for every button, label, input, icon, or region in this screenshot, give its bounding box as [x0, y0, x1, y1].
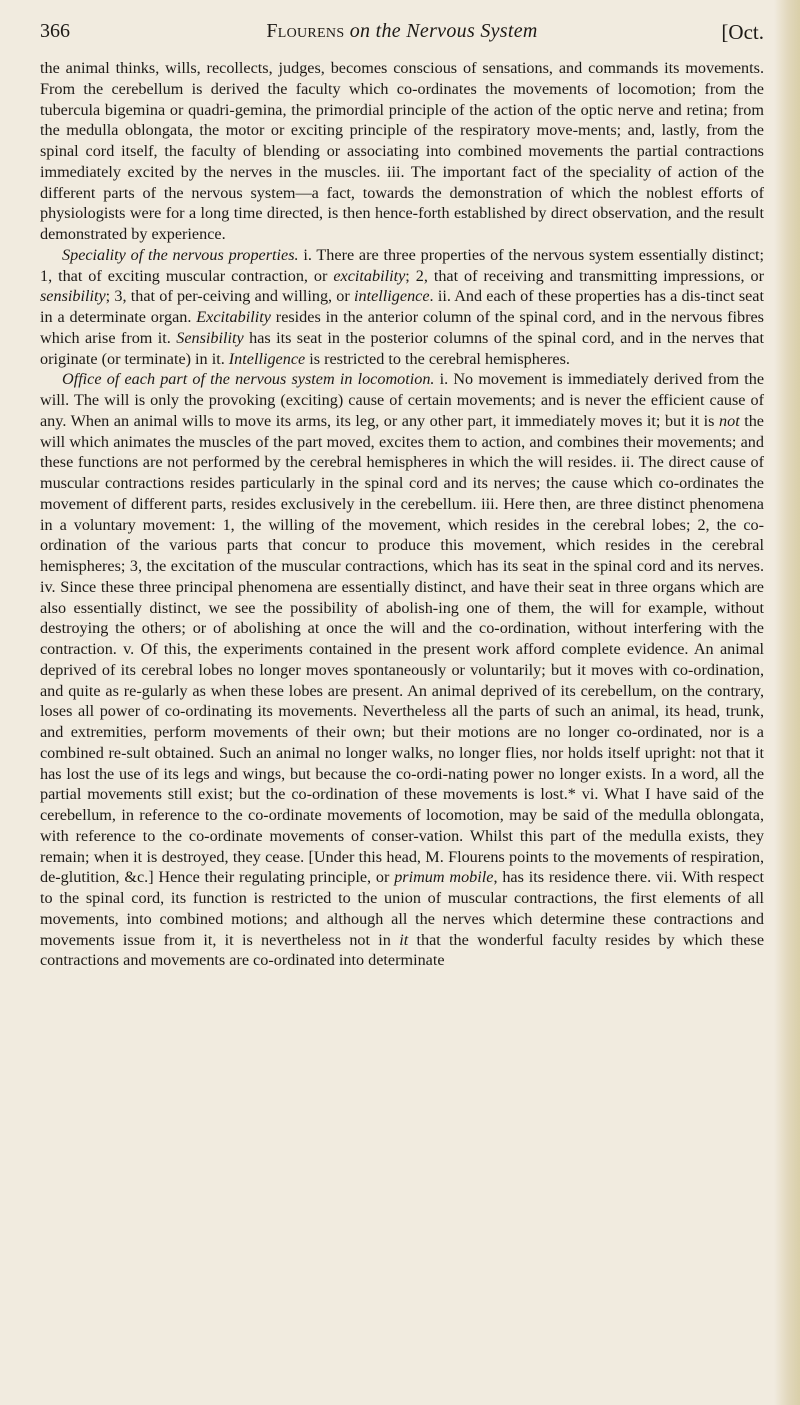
text-run: has its seat in the posterior columns of the spinal cord, and in the nerves that originate (or terminate) in it. [40, 328, 764, 368]
text-run: ; 2, that of receiving and transmitting impressions, or [405, 266, 764, 285]
italic-run: primum mobile [394, 868, 494, 887]
running-title [40, 20, 764, 43]
running-title-author: Flourens [266, 20, 345, 42]
text-run: resides in the anterior column of the spinal cord, and in the nervous fibres which arise from it. [40, 308, 764, 347]
text-run: i. There are three properties of the nervous system essentially distinct; 1, that of exciting muscular contraction, or [40, 245, 765, 285]
running-date: [Oct. [721, 20, 764, 44]
italic-run: Sensibility [176, 328, 244, 347]
running-title-subject: on the Nervous System [349, 20, 538, 42]
italic-run: Intelligence [228, 349, 306, 368]
running-header [40, 18, 764, 58]
page-edge-shadow [774, 0, 800, 1405]
italic-run: excitability [333, 266, 406, 285]
text-run: . ii. And each of these properties has a dis-tinct seat in a determinate organ. [40, 287, 764, 326]
text-run: that the wonderful faculty resides by which these contractions and movements are co-ordinated into determinate [40, 930, 764, 970]
text-run: ; 3, that of per-ceiving and willing, or [105, 287, 355, 306]
italic-run: Speciality of the nervous properties. [62, 245, 299, 264]
text-run: the animal thinks, wills, recollects, judges, becomes conscious of sensations, and commands its movements. From the cerebellum is derived the faculty which co-ordinates the movements of locomotion; from the tubercula bigemina or quadri-gemina, the primordial principle of the action of the optic nerve and retina; from the medulla oblongata, the motor or exciting principle of the respiratory move-ments; and, lastly, from the spinal cord itself, the faculty of blending or associating into combined movements the partial contractions immediately excited by the nerves in the muscles. iii. The important fact of the speciality of action of the different parts of the nervous system—a fact, towards the demonstration of which the noblest efforts of physiologists were for a long time directed, is then hence-forth established by direct observation, and the result demonstrated by experience. [40, 59, 764, 243]
italic-run: not [719, 411, 740, 430]
text-run: i. No movement is immediately derived from the will. The will is only the provoking (exciting) cause of certain movements; and is never the efficient cause of any. When an animal wills to move its arms, its leg, or any other part, it immediately moves it; but it is [40, 370, 765, 430]
italic-run: Office of each part of the nervous system in locomotion. [62, 370, 435, 389]
text-run: , has its residence there. vii. With respect to the spinal cord, its function is restricted to the union of muscular contractions, the first elements of all movements, into combined motions; and although all the nerves which determine these contractions and movements issue from it, it is nevertheless not in [40, 868, 764, 949]
article-body [40, 58, 764, 971]
italic-run: sensibility [40, 287, 106, 306]
italic-run: Excitability [196, 308, 271, 326]
text-run: is restricted to the cerebral hemispheres. [305, 349, 570, 368]
page-number: 366 [40, 20, 70, 42]
text-run: the will which animates the muscles of the part moved, excites them to action, and combines their movements; and these functions are not performed by the cerebral hemispheres in which the will resides. ii. The direct cause of muscular contractions resides particularly in the spinal cord and its nerves; the cause which co-ordinates the movement of different parts, resides exclusively in the cerebellum. iii. Here then, are three distinct phenomena in a voluntary movement: 1, the willing of the movement, which resides in the cerebral lobes; 2, the co-ordination of the various parts that concur to produce this movement, which resides in the cerebral hemispheres; 3, the excitation of the muscular contractions, which has its seat in the spinal cord and its nerves. iv. Since these three principal phenomena are essentially distinct, and have their seat in three organs which are also essentially distinct, we see the possibility of abolish-ing one of them, the will for example, without destroying the others; or of abolishing at once the will and the co-ordination, without interfering with the contraction. v. Of this, the experiments contained in the present work afford complete evidence. An animal deprived of its cerebral lobes no longer moves spontaneously or voluntarily; but it moves with co-ordination, and quite as re-gularly as when these lobes are present. An animal deprived of its cerebellum, on the contrary, loses all power of co-ordinating its movements. Nevertheless all the parts of such an animal, its head, trunk, and extremities, perform movements of their own; but their motions are no longer co-ordinated, nor is a combined re-sult obtained. Such an animal no longer walks, no longer flies, nor holds itself upright: not that it has lost the use of its legs and wings, but because the co-ordi-nating power no longer exists. In a word, all the partial movements still exist; but the co-ordination of these movements is lost.* vi. What I have said of the cerebellum, in reference to the co-ordinate movements of locomotion, may be said of the medulla oblongata, with reference to the co-ordinate movements of conser-vation. Whilst this part of the medulla exists, they remain; when it is destroyed, they cease. [Under this head, M. Flourens points to the movements of respiration, de-glutition, &c.] Hence their regulating principle, or [40, 411, 764, 887]
italic-run: it [399, 930, 409, 949]
paragraph-p3 [40, 369, 764, 971]
page [40, 18, 764, 971]
paragraph-p1 [40, 58, 764, 245]
paragraph-p2 [40, 245, 764, 370]
italic-run: intelligence [354, 287, 430, 306]
